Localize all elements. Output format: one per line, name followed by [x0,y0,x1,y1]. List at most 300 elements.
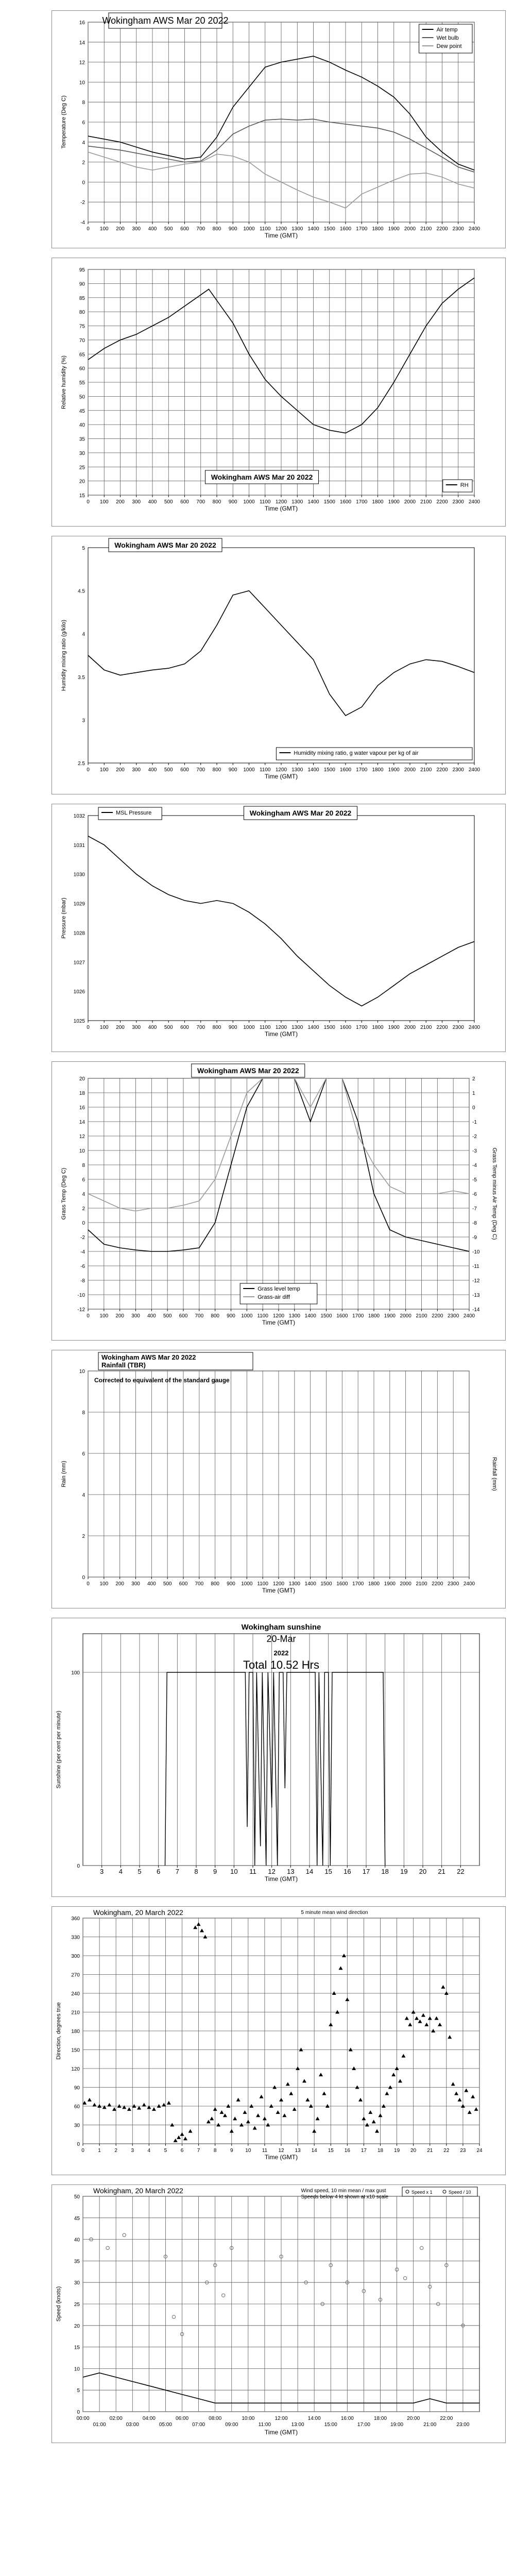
x-tick-label: 600 [180,767,189,773]
x-tick-label: 600 [180,226,189,232]
x-tick-label: 18 [381,1868,389,1875]
x-tick-label: 700 [195,1313,204,1319]
y-right-tick-label: -14 [472,1307,480,1313]
x-tick-label: 700 [196,767,205,773]
x-tick-label: 800 [212,1025,221,1030]
x-tick-label: 400 [148,767,157,773]
x-tick-label: 2100 [416,1581,427,1587]
x-tick-label: 1900 [384,1313,396,1319]
y-tick-label: 25 [79,465,85,471]
x-tick-label: 2200 [436,499,448,505]
y-tick-label: 85 [79,295,85,301]
x-tick-label: 200 [116,226,125,232]
y-tick-label: 6 [82,1177,85,1183]
x-tick-label: 1200 [272,1313,285,1319]
wind-direction-chart-panel [52,1906,506,2175]
y-tick-label: 1032 [73,814,85,819]
x-tick-label: 1500 [323,499,335,505]
x-tick-label: 1800 [368,1581,380,1587]
y-tick-label: 10 [74,2366,80,2372]
x-tick-label: 1700 [356,1025,368,1030]
y-tick-label: 25 [74,2302,80,2308]
y-tick-label: 0 [82,1221,85,1226]
y-right-tick-label: -10 [472,1249,480,1255]
x-tick-label: 1800 [372,226,384,232]
y-tick-label: 2.5 [78,761,85,767]
x-tick-label: 21 [438,1868,445,1875]
chart-subtitle: 5 minute mean wind direction [301,1910,368,1916]
y-right-tick-label: -9 [472,1235,477,1241]
y-tick-label: 6 [82,1451,85,1457]
x-tick-label: 1300 [291,499,303,505]
y-tick-label: 2 [82,1534,85,1539]
x-tick-label: 05:00 [159,2422,172,2428]
chart-subtitle: Wind speed, 10 min mean / max gust [301,2188,386,2194]
legend-label: Humidity mixing ratio, g water vapour per kg of air [294,750,419,756]
y-right-tick-label: 1 [472,1091,475,1096]
x-tick-label: 1800 [372,1025,384,1030]
y-tick-label: 0 [77,2142,80,2147]
y-right-tick-label: -1 [472,1120,477,1125]
x-tick-label: 00:00 [76,2416,90,2421]
y-right-tick-label: -13 [472,1293,480,1298]
x-tick-label: 7 [197,2148,200,2154]
y-tick-label: 240 [71,1991,80,1997]
legend-label: Grass-air diff [258,1294,290,1300]
x-tick-label: 5 [138,1868,142,1875]
temperature-chart-panel [52,10,506,248]
x-tick-label: 08:00 [209,2416,222,2421]
y-tick-label: 8 [82,1410,85,1416]
y-tick-label: 15 [79,493,85,499]
x-tick-label: 100 [99,499,109,505]
x-tick-label: 19 [394,2148,400,2154]
x-tick-label: 1500 [320,1313,332,1319]
x-tick-label: 2400 [468,1025,480,1030]
y-tick-label: 14 [79,40,85,46]
y-tick-label: -12 [77,1307,85,1313]
y-axis-label: Pressure (mbar) [61,897,67,939]
x-tick-label: 2400 [468,499,480,505]
x-tick-label: 2200 [432,1581,443,1587]
y-tick-label: 0 [82,1575,85,1581]
y-axis-label: Temperature (Deg C) [61,95,67,149]
legend-label: Air temp [436,27,458,33]
x-tick-label: 400 [147,1581,156,1587]
x-tick-label: 22 [457,1868,465,1875]
x-axis-label: Time (GMT) [264,773,298,780]
x-tick-label: 2400 [468,767,480,773]
y-tick-label: 4 [82,140,85,146]
legend-label: Grass level temp [258,1286,300,1292]
x-axis-label: Time (GMT) [264,232,298,239]
x-tick-label: 1400 [307,767,319,773]
x-tick-label: 5 [164,2148,167,2154]
x-tick-label: 20 [419,1868,427,1875]
x-tick-label: 0 [87,1025,90,1030]
x-tick-label: 1300 [291,1025,303,1030]
x-tick-label: 1100 [259,499,271,505]
x-tick-label: 1600 [339,1025,352,1030]
y-tick-label: 1027 [73,960,85,966]
y-tick-label: 1028 [73,930,85,937]
x-tick-label: 900 [228,226,237,232]
y-right-tick-label: -6 [472,1192,477,1197]
x-tick-label: 200 [115,1313,125,1319]
x-tick-label: 14:00 [307,2416,321,2421]
chart-subtitle: Rainfall (TBR) [101,1361,146,1369]
y-tick-label: 65 [79,352,85,358]
y-axis-label: Rain (mm) [61,1461,67,1487]
x-tick-label: 01:00 [93,2422,106,2428]
y-tick-label: 1030 [73,872,85,878]
x-tick-label: 800 [211,1581,220,1587]
y-right-tick-label: -8 [472,1221,477,1226]
x-tick-label: 1200 [272,1581,285,1587]
y-right-tick-label: -5 [472,1177,477,1183]
y-tick-label: 70 [79,337,85,344]
y-right-tick-label: -7 [472,1206,477,1212]
x-tick-label: 9 [230,2148,233,2154]
y-right-tick-label: 2 [472,1076,475,1082]
wind-speed-chart-panel [52,2184,506,2443]
y-tick-label: 60 [74,2104,80,2110]
x-tick-label: 3 [100,1868,104,1875]
x-tick-label: 14 [311,2148,317,2154]
x-tick-label: 300 [131,1581,140,1587]
y-tick-label: 1026 [73,989,85,995]
y-right-tick-label: 0 [472,1105,475,1111]
chart-title: Wokingham AWS Mar 20 2022 [114,541,216,549]
x-tick-label: 07:00 [192,2422,205,2428]
x-tick-label: 7 [175,1868,179,1875]
legend-label: MSL Pressure [116,810,152,816]
x-tick-label: 16 [344,2148,350,2154]
x-tick-label: 200 [116,499,125,505]
y-tick-label: 3 [82,718,85,724]
x-tick-label: 16 [344,1868,351,1875]
x-tick-label: 2400 [463,1313,475,1319]
x-tick-label: 1700 [356,226,368,232]
x-tick-label: 100 [99,767,109,773]
x-tick-label: 1700 [356,499,368,505]
x-axis-label: Time (GMT) [262,1319,296,1326]
y-tick-label: 16 [79,1105,85,1111]
x-tick-label: 100 [99,1025,109,1030]
x-tick-label: 800 [212,499,221,505]
x-tick-label: 2300 [452,767,464,773]
x-tick-label: 900 [228,1025,237,1030]
x-tick-label: 13:00 [291,2422,304,2428]
x-tick-label: 2000 [404,226,416,232]
y-tick-label: 40 [79,422,85,429]
y-tick-label: 55 [79,380,85,386]
x-tick-label: 22:00 [440,2416,453,2421]
x-tick-label: 8 [213,2148,217,2154]
x-tick-label: 600 [179,1581,188,1587]
x-tick-label: 06:00 [175,2416,189,2421]
x-tick-label: 900 [228,499,237,505]
x-tick-label: 8 [194,1868,198,1875]
pressure-chart-panel [52,804,506,1052]
x-tick-label: 12:00 [274,2416,288,2421]
y-axis-label: Relative humidity (%) [61,355,67,409]
x-tick-label: 2100 [416,1313,427,1319]
x-tick-label: 17 [362,1868,370,1875]
x-tick-label: 1700 [352,1313,364,1319]
x-tick-label: 23:00 [456,2422,470,2428]
x-tick-label: 2000 [404,1025,416,1030]
x-tick-label: 2100 [420,499,432,505]
y-tick-label: 0 [77,1863,80,1869]
y-tick-label: 50 [79,394,85,400]
x-tick-label: 2000 [400,1581,411,1587]
x-tick-label: 17:00 [357,2422,370,2428]
y-right-axis-label: Rainfall (mm) [491,1457,497,1491]
x-tick-label: 3 [131,2148,134,2154]
x-axis-label: Time (GMT) [264,2154,298,2161]
x-tick-label: 1000 [241,1313,253,1319]
x-tick-label: 2300 [452,499,464,505]
x-tick-label: 300 [132,499,141,505]
x-tick-label: 1600 [339,767,352,773]
x-tick-label: 1400 [307,1025,319,1030]
y-tick-label: 6 [82,120,85,126]
x-tick-label: 2300 [448,1313,459,1319]
x-tick-label: 1500 [320,1581,332,1587]
y-tick-label: -4 [80,1249,85,1255]
x-tick-label: 1000 [243,226,255,232]
x-tick-label: 900 [227,1313,235,1319]
y-tick-label: -6 [80,1264,85,1269]
y-tick-label: 30 [79,450,85,456]
y-tick-label: 30 [74,2123,80,2129]
humidity-chart-panel [52,258,506,527]
wind-direction-chart [52,1907,505,2175]
x-axis-label: Time (GMT) [264,1875,298,1883]
y-tick-label: 120 [71,2066,80,2072]
x-tick-label: 10:00 [242,2416,255,2421]
x-tick-label: 400 [148,499,157,505]
x-tick-label: 400 [147,1313,156,1319]
y-tick-label: 0 [82,180,85,186]
x-tick-label: 2300 [452,1025,464,1030]
y-tick-label: -8 [80,1278,85,1284]
x-tick-label: 02:00 [109,2416,123,2421]
x-tick-label: 1900 [388,767,400,773]
x-tick-label: 800 [212,226,221,232]
x-tick-label: 12 [278,2148,284,2154]
pressure-chart [52,804,505,1052]
x-tick-label: 20 [410,2148,417,2154]
chart-year: 2022 [273,1649,289,1657]
y-tick-label: 8 [82,1163,85,1168]
legend-label: Speed / 10 [449,2190,471,2195]
x-tick-label: 600 [179,1313,188,1319]
x-tick-label: 200 [115,1581,125,1587]
chart-title: Wokingham, 20 March 2022 [93,1908,183,1917]
plot-area [88,816,474,1021]
plot-area [88,548,474,763]
x-tick-label: 2400 [463,1581,475,1587]
x-tick-label: 0 [87,767,90,773]
y-tick-label: 180 [71,2029,80,2035]
y-tick-label: 150 [71,2047,80,2054]
y-tick-label: 90 [79,281,85,287]
y-tick-label: 35 [79,436,85,443]
x-tick-label: 6 [157,1868,161,1875]
y-tick-label: 12 [79,60,85,66]
x-tick-label: 1200 [275,1025,287,1030]
sunshine-chart [52,1618,505,1896]
x-tick-label: 400 [148,226,157,232]
x-tick-label: 700 [196,226,205,232]
y-tick-label: 2 [82,160,85,166]
y-tick-label: 4 [82,1493,85,1498]
rainfall-chart [52,1350,505,1608]
y-tick-label: 35 [74,2259,80,2265]
x-tick-label: 1600 [339,499,352,505]
x-tick-label: 1000 [243,1025,255,1030]
x-tick-label: 1800 [368,1313,380,1319]
mixing-ratio-chart-panel [52,536,506,794]
y-right-tick-label: -12 [472,1278,480,1284]
rainfall-chart-panel [52,1350,506,1608]
y-tick-label: 90 [74,2085,80,2091]
y-tick-label: 50 [74,2194,80,2200]
y-tick-label: 18 [79,1091,85,1096]
x-tick-label: 500 [164,1025,173,1030]
x-tick-label: 11:00 [258,2422,271,2428]
y-tick-label: 45 [74,2215,80,2222]
x-tick-label: 1400 [307,226,319,232]
chart-title: Wokingham AWS Mar 20 2022 [249,809,352,817]
x-tick-label: 1400 [307,499,319,505]
chart-title: Wokingham AWS Mar 20 2022 [211,473,313,481]
y-tick-label: 100 [71,1670,80,1676]
x-tick-label: 11 [262,2148,268,2154]
x-tick-label: 1600 [339,226,352,232]
x-tick-label: 1000 [243,767,255,773]
chart-subtitle: Speeds below 4 kt shown at x10 scale [301,2194,389,2200]
y-tick-label: 8 [82,100,85,106]
chart-title: Wokingham, 20 March 2022 [93,2187,183,2195]
x-tick-label: 2300 [452,226,464,232]
x-tick-label: 2100 [420,226,432,232]
y-tick-label: 10 [79,80,85,86]
x-tick-label: 1300 [288,1581,300,1587]
x-tick-label: 0 [87,226,90,232]
x-tick-label: 12 [268,1868,276,1875]
y-right-tick-label: -2 [472,1134,477,1140]
x-tick-label: 900 [227,1581,235,1587]
x-tick-label: 200 [116,767,125,773]
x-tick-label: 13 [295,2148,301,2154]
x-tick-label: 0 [81,2148,84,2154]
chart-subtitle: 20-Mar [266,1634,296,1644]
x-tick-label: 2300 [448,1581,459,1587]
y-tick-label: 2 [82,1206,85,1212]
x-tick-label: 2200 [436,226,448,232]
x-tick-label: 2 [114,2148,117,2154]
x-tick-label: 09:00 [225,2422,238,2428]
x-tick-label: 1700 [356,767,368,773]
x-tick-label: 1400 [304,1313,316,1319]
x-tick-label: 24 [476,2148,483,2154]
y-tick-label: 95 [79,267,85,273]
y-tick-label: 20 [79,479,85,485]
x-tick-label: 2100 [420,1025,432,1030]
x-axis-label: Time (GMT) [264,2429,298,2436]
y-tick-label: 10 [79,1369,85,1375]
chart-title: Wokingham AWS Mar 20 2022 [101,1353,196,1361]
chart-title: Wokingham AWS Mar 20 2022 [197,1066,299,1075]
y-tick-label: -10 [77,1293,85,1298]
legend-label: Wet bulb [436,35,459,41]
x-tick-label: 1100 [259,226,271,232]
x-tick-label: 300 [132,226,141,232]
legend-label: RH [460,482,469,488]
x-tick-label: 1300 [288,1313,300,1319]
legend-label: Speed x 1 [411,2190,433,2195]
y-tick-label: 80 [79,310,85,316]
x-tick-label: 900 [228,767,237,773]
y-tick-label: 0 [77,2410,80,2415]
x-tick-label: 2000 [404,499,416,505]
x-tick-label: 20:00 [407,2416,420,2421]
x-tick-label: 6 [180,2148,184,2154]
x-tick-label: 1900 [388,499,400,505]
x-tick-label: 1600 [336,1313,348,1319]
x-tick-label: 04:00 [142,2416,156,2421]
y-axis-label: Grass Temp (Deg C) [61,1167,67,1220]
x-tick-label: 700 [196,1025,205,1030]
sunshine-total: Total 10.52 Hrs [243,1658,319,1671]
x-tick-label: 21:00 [423,2422,437,2428]
x-tick-label: 2200 [436,1025,448,1030]
x-tick-label: 0 [87,499,90,505]
x-tick-label: 1100 [257,1581,268,1587]
y-tick-label: 3.5 [78,674,85,681]
y-axis-label: Sunshine (per cent per minute) [56,1710,62,1789]
y-tick-label: 1029 [73,901,85,907]
x-tick-label: 1 [98,2148,101,2154]
x-tick-label: 1200 [275,499,287,505]
x-tick-label: 1200 [275,767,287,773]
x-tick-label: 1900 [388,1025,400,1030]
x-tick-label: 4 [147,2148,151,2154]
x-tick-label: 300 [132,767,141,773]
x-tick-label: 11 [249,1868,256,1875]
x-tick-label: 1600 [336,1581,348,1587]
x-tick-label: 800 [211,1313,220,1319]
y-tick-label: 4.5 [78,588,85,595]
y-tick-label: 75 [79,324,85,330]
x-tick-label: 1100 [257,1313,268,1319]
x-tick-label: 1300 [291,226,303,232]
y-tick-label: 16 [79,20,85,26]
x-tick-label: 1800 [372,499,384,505]
x-tick-label: 9 [213,1868,217,1875]
x-tick-label: 1900 [388,226,400,232]
y-tick-label: 20 [79,1076,85,1082]
x-tick-label: 2200 [432,1313,443,1319]
x-tick-label: 300 [132,1025,141,1030]
x-tick-label: 1900 [384,1581,396,1587]
x-tick-label: 15 [328,2148,334,2154]
x-tick-label: 100 [99,1581,109,1587]
x-tick-label: 18 [377,2148,384,2154]
